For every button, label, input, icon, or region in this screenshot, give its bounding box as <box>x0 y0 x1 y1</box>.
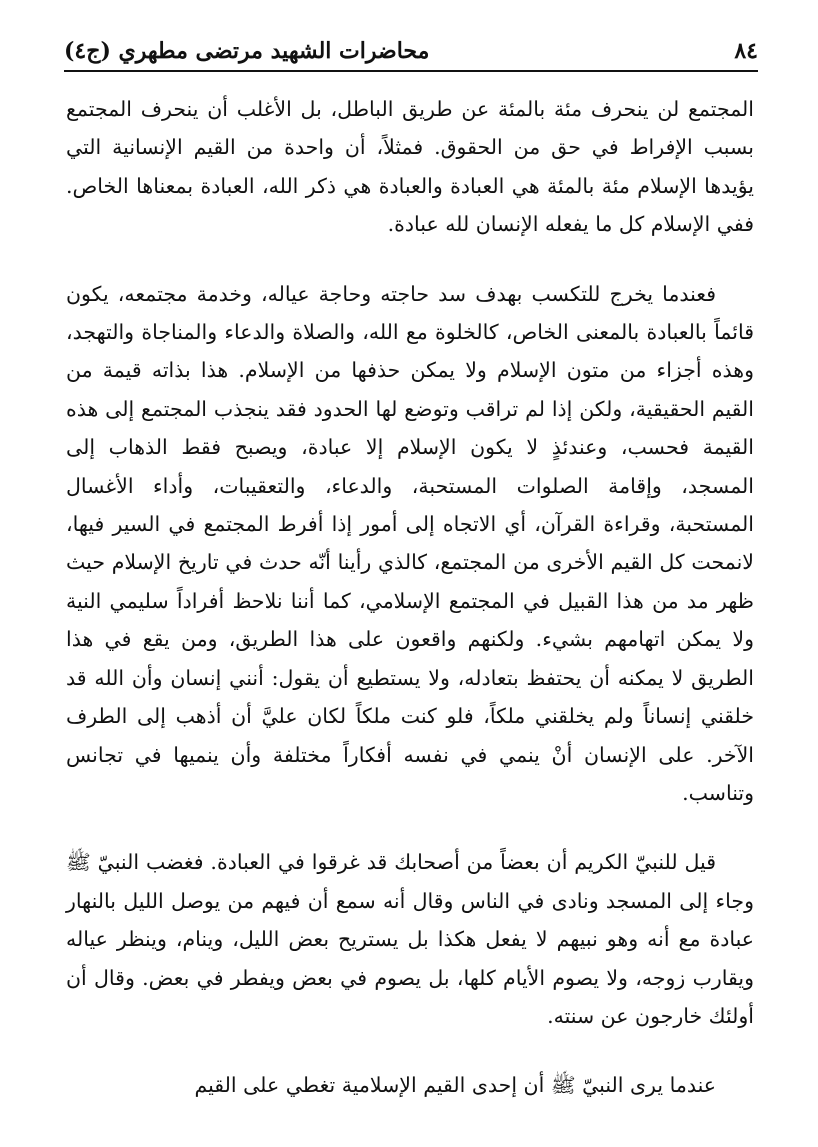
body-text <box>66 90 754 1105</box>
running-header <box>64 28 758 66</box>
page-number: ٨٤ <box>734 38 758 64</box>
book-title: محاضرات الشهيد مرتضى مطهري (ج٤) <box>64 38 430 64</box>
paragraph: المجتمع لن ينحرف مئة بالمئة عن طريق الباطل، بل الأغلب أن ينحرف المجتمع بسبب الإفراط في حق من الحقوق. فمثلاً، أن واحدة من القيم الإنسانية التي يؤيدها الإسلام مئة بالمئة هي العبادة والعبادة هي ذكر الله، العبادة بمعناها الخاص. ففي الإسلام كل ما يفعله الإنسان لله عبادة. <box>66 97 754 237</box>
header-divider <box>64 70 758 72</box>
paragraph: قيل للنبيّ الكريم أن بعضاً من أصحابك قد غرقوا في العبادة. فغضب النبيّ ﷺ وجاء إلى المسجد ونادى في الناس وقال أنه سمع أن فيهم من يوصل الليل بالنهار عبادة مع أنه وهو نبيهم لا يفعل هكذا بل يستريح بعض الليل، وينام، وينظر عياله ويقارب زوجه، ولا يصوم الأيام كلها، بل يصوم في بعض ويفطر في بعض. وقال أن أولئك خارجون عن سنته. <box>66 850 754 1028</box>
paragraph: فعندما يخرج للتكسب بهدف سد حاجته وحاجة عياله، وخدمة مجتمعه، يكون قائماً بالعبادة بالمعنى الخاص، كالخلوة مع الله، والصلاة والدعاء والمناجاة والتهجد، وهذه أجزاء من متون الإسلام ولا يمكن حذفها من الإسلام. هذا بذاته قيمة من القيم الحقيقية، ولكن إذا لم تراقب وتوضع لها الحدود فقد ينجذب المجتمع إلى هذه القيمة فحسب، وعندئذٍ لا يكون الإسلام إلا عبادة، ويصبح فقط الذهاب إلى المسجد، وإقامة الصلوات المستحبة، والدعاء، والتعقيبات، وأداء الأغسال المستحبة، وقراءة القرآن، أي الاتجاه إلى أمور إذا أفرط المجتمع في السير فيها، لانمحت كل القيم الأخرى من المجتمع، كالذي رأينا أنّه حدث في تاريخ الإسلام حيث ظهر مد من هذا القبيل في المجتمع الإسلامي، كما أننا نلاحظ أفراداً سليمي النية ولا يمكن اتهامهم بشيء. ولكنهم واقعون على هذا الطريق، ومن يقع في هذا الطريق لا يمكنه أن يحتفظ بتعادله، ولا يستطيع أن يقول: أنني إنسان وأن الله قد خلقني إنساناً ولم يخلقني ملكاً، فلو كنت ملكاً لكان عليَّ أن أذهب إلى الطرف الآخر. على الإنسان أنْ ينمي في نفسه أفكاراً مختلفة وأن ينميها في تجانس وتناسب. <box>66 281 754 805</box>
paragraph: عندما يرى النبيّ ﷺ أن إحدى القيم الإسلامية تغطي على القيم <box>194 1073 716 1098</box>
